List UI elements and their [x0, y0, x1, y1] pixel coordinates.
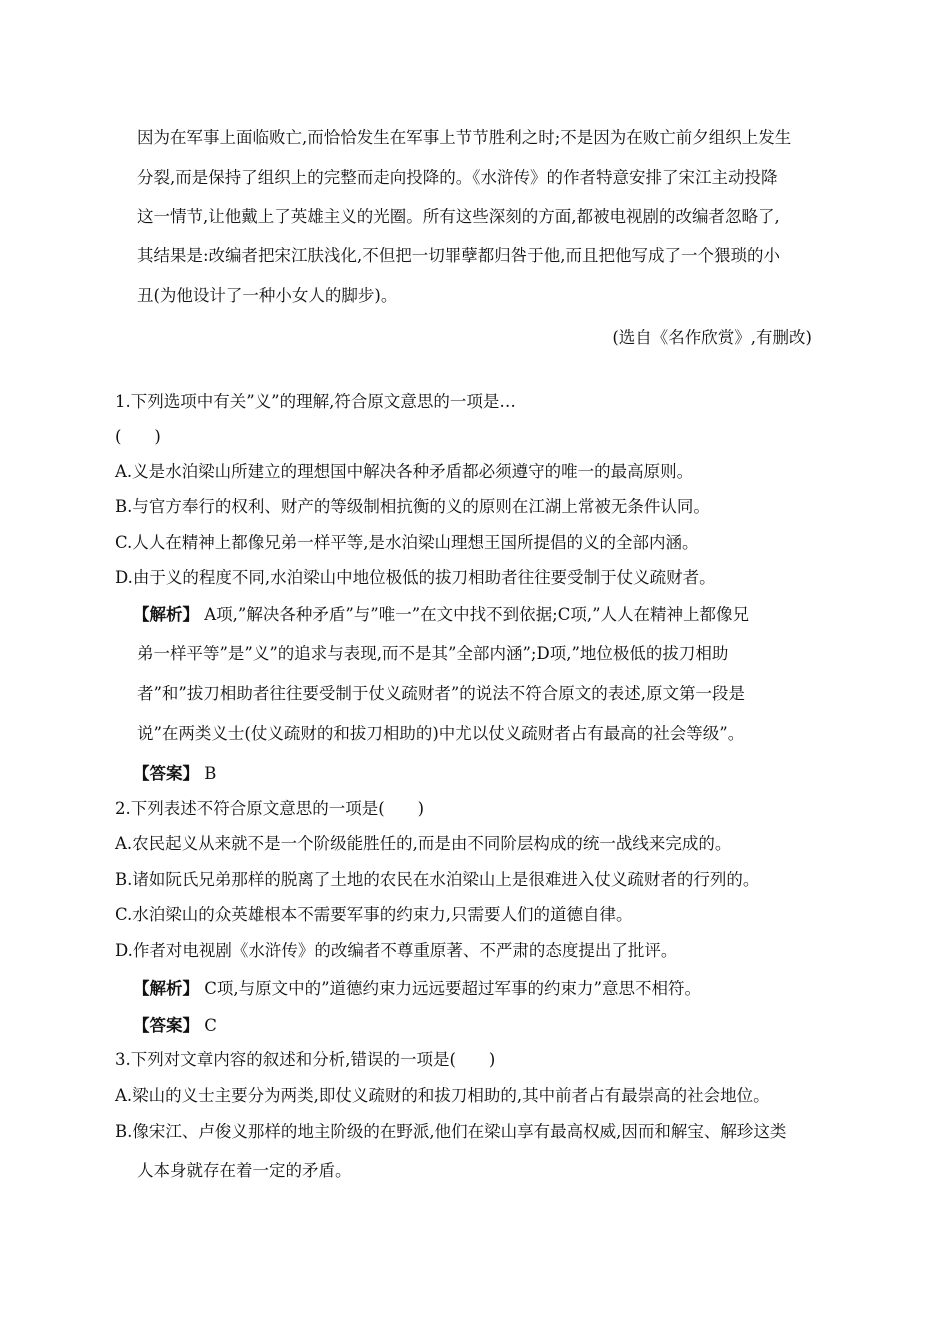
- question-2-stem: 2.下列表述不符合原文意思的一项是( ): [115, 799, 425, 818]
- analysis-label: 【解析】: [133, 605, 199, 624]
- question-3-stem: 3.下列对文章内容的叙述和分析,错误的一项是( ): [115, 1050, 496, 1069]
- passage-line: 分裂,而是保持了组织上的完整而走向投降的。《水浒传》的作者特意安排了宋江主动投降: [137, 168, 778, 187]
- passage-line: 其结果是:改编者把宋江肤浅化,不但把一切罪孽都归咎于他,而且把他写成了一个猥琐的小: [137, 246, 781, 265]
- question-1-analysis: [133, 605, 749, 625]
- analysis-line: 弟一样平等”是”义”的追求与表现,而不是其”全部内涵”;D项,”地位极低的拔刀相助: [137, 644, 729, 663]
- passage-source: (选自《名作欣赏》,有删改): [612, 328, 812, 347]
- question-2-option-b: B.诸如阮氏兄弟那样的脱离了土地的农民在水泊梁山上是很难进入仗义疏财者的行列的。: [115, 870, 760, 889]
- question-2-option-c: C.水泊梁山的众英雄根本不需要军事的约束力,只需要人们的道德自律。: [115, 905, 633, 924]
- analysis-label: 【解析】: [133, 979, 199, 998]
- question-1-blank: ( ): [115, 427, 161, 446]
- passage-line: 因为在军事上面临败亡,而恰恰发生在军事上节节胜利之时;不是因为在败亡前夕组织上发生: [137, 128, 792, 147]
- question-2-option-d: D.作者对电视剧《水浒传》的改编者不尊重原著、不严肃的态度提出了批评。: [115, 941, 678, 960]
- question-1-answer: [133, 764, 216, 784]
- analysis-line: 者”和”拔刀相助者往往要受制于仗义疏财者”的说法不符合原文的表述,原文第一段是: [137, 684, 746, 703]
- passage-line: 丑(为他设计了一种小女人的脚步)。: [137, 286, 398, 305]
- answer-value: C: [199, 1016, 217, 1035]
- answer-label: 【答案】: [133, 764, 199, 783]
- question-3-option-b-continuation: 人本身就存在着一定的矛盾。: [137, 1161, 352, 1180]
- analysis-line: 说”在两类义士(仗义疏财的和拔刀相助的)中尤以仗义疏财者占有最高的社会等级”。: [137, 724, 745, 743]
- answer-label: 【答案】: [133, 1016, 199, 1035]
- question-3-option-b: B.像宋江、卢俊义那样的地主阶级的在野派,他们在梁山享有最高权威,因而和解宝、解珍这类: [115, 1122, 787, 1141]
- question-1-option-c: C.人人在精神上都像兄弟一样平等,是水泊梁山理想王国所提倡的义的全部内涵。: [115, 533, 699, 552]
- question-1-stem: 1.下列选项中有关”义”的理解,符合原文意思的一项是…: [115, 392, 516, 411]
- question-3-option-a: A.梁山的义士主要分为两类,即仗义疏财的和拔刀相助的,其中前者占有最崇高的社会地位。: [115, 1086, 770, 1105]
- question-2-answer: [133, 1016, 217, 1036]
- analysis-text: A项,”解决各种矛盾”与”唯一”在文中找不到依据;C项,”人人在精神上都像兄: [199, 605, 750, 624]
- question-1-option-b: B.与官方奉行的权利、财产的等级制相抗衡的义的原则在江湖上常被无条件认同。: [115, 497, 710, 516]
- question-1-option-a: A.义是水泊梁山所建立的理想国中解决各种矛盾都必须遵守的唯一的最高原则。: [115, 462, 694, 481]
- analysis-text: C项,与原文中的”道德约束力远远要超过军事的约束力”意思不相符。: [199, 979, 701, 998]
- answer-value: B: [199, 764, 217, 783]
- question-2-option-a: A.农民起义从来就不是一个阶级能胜任的,而是由不同阶层构成的统一战线来完成的。: [115, 834, 732, 853]
- passage-line: 这一情节,让他戴上了英雄主义的光圈。所有这些深刻的方面,都被电视剧的改编者忽略了,: [137, 207, 780, 226]
- question-2-analysis: [133, 979, 701, 999]
- question-1-option-d: D.由于义的程度不同,水泊梁山中地位极低的拔刀相助者往往要受制于仗义疏财者。: [115, 568, 716, 587]
